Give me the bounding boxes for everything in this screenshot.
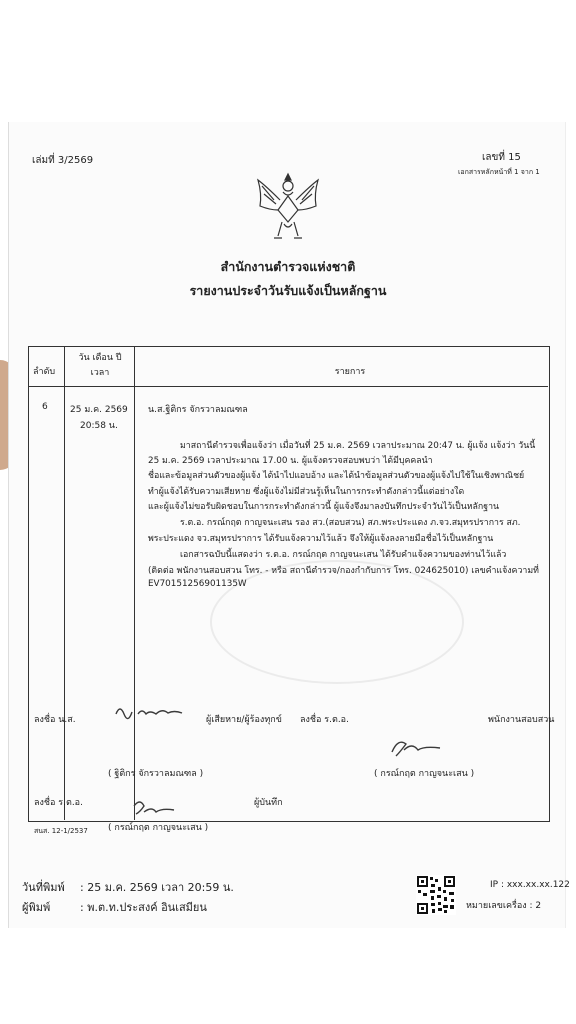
form-code: สนส. 12-1/2537: [34, 827, 88, 835]
garuda-emblem-icon: [252, 166, 324, 246]
role-investigator: พนักงานสอบสวน: [488, 715, 555, 725]
table-header-divider: [28, 386, 548, 387]
complainant-signature: [112, 700, 192, 722]
detail-line-6: ร.ต.อ. กรณ์กฤต กาญจนะเสน รอง สว.(สอบสวน) สภ.พระประแดง ภ.จว.สมุทรปราการ สภ.: [180, 518, 521, 528]
col-date-header: วัน เดือน ปี เวลา: [78, 353, 122, 378]
row-order: 6: [42, 402, 48, 412]
page-info: เอกสารหลักหน้าที่ 1 จาก 1: [458, 168, 540, 176]
detail-line-7: พระประแดง จว.สมุทรปราการ ได้รับแจ้งความไว้แล้ว จึงให้ผู้แจ้งลงลายมือชื่อไว้เป็นหลักฐาน: [148, 534, 494, 544]
document-number: เลขที่ 15: [482, 152, 521, 163]
machine-number: หมายเลขเครื่อง : 2: [466, 901, 542, 911]
recorder-signature: [130, 796, 180, 818]
print-date-label: วันที่พิมพ์: [22, 881, 65, 894]
ip-address: IP : xxx.xx.xx.122: [490, 880, 570, 890]
detail-line-4: ทำผู้แจ้งได้รับความเสียหาย ซึ่งผู้แจ้งไม่มีส่วนรู้เห็นในการกระทำดังกล่าวนี้แต่อย่างใด: [148, 487, 465, 497]
printer-label: ผู้พิมพ์: [22, 901, 51, 914]
col-order-header: ลำดับ: [33, 367, 56, 377]
sign-label-complainant: ลงชื่อ น.ส.: [34, 715, 76, 725]
table-divider-1: [64, 346, 65, 820]
recorder-name: ( กรณ์กฤต กาญจนะเสน ): [108, 823, 209, 833]
row-date: 25 ม.ค. 2569: [70, 405, 128, 415]
sign-label-investigator: ลงชื่อ ร.ต.อ.: [300, 715, 349, 725]
detail-line-9: (ติดต่อ พนักงานสอบสวน โทร. - หรือ สถานีตำรวจ/กองกำกับการ โทร. 024625010) เลขคำแจ้งความที่: [148, 566, 539, 576]
role-complainant: ผู้เสียหาย/ผู้ร้องทุกข์: [206, 715, 282, 725]
printer-value: : พ.ต.ท.ประสงค์ อินเสมียน: [80, 901, 207, 914]
complaint-number: EV70151256901135W: [148, 579, 247, 589]
detail-line-8: เอกสารฉบับนี้แสดงว่า ร.ต.อ. กรณ์กฤต กาญจนะเสน ได้รับคำแจ้งความของท่านไว้แล้ว: [180, 550, 507, 560]
detail-line-5: และผู้แจ้งไม่ขอรับผิดชอบในการกระทำดังกล่าวนี้ ผู้แจ้งจึงมาลงบันทึกประจำวันไว้เป็นหลักฐาน: [148, 502, 500, 512]
table-divider-2: [134, 346, 135, 820]
sign-label-recorder: ลงชื่อ ร.ต.อ.: [34, 798, 83, 808]
watermark-seal: [210, 560, 464, 684]
detail-line-3: ชื่อและข้อมูลส่วนตัวของผู้แจ้ง ได้นำไปแอบอ้าง และได้นำข้อมูลส่วนตัวของผู้แจ้งไปใช้ในเชิงพาณิชย์: [148, 471, 525, 481]
report-title: รายงานประจำวันรับแจ้งเป็นหลักฐาน: [189, 283, 387, 298]
investigator-signature: [388, 734, 444, 760]
row-time: 20:58 น.: [80, 421, 118, 431]
investigator-name: ( กรณ์กฤต กาญจนะเสน ): [374, 769, 475, 779]
qr-code-icon: [416, 875, 456, 915]
role-recorder: ผู้บันทึก: [254, 798, 283, 808]
col-details-header: รายการ: [334, 367, 366, 377]
detail-line-1: มาสถานีตำรวจเพื่อแจ้งว่า เมื่อวันที่ 25 ม.ค. 2569 เวลาประมาณ 20:47 น. ผู้แจ้ง แจ้งว่า วันนี้: [180, 441, 536, 451]
detail-line-2: 25 ม.ค. 2569 เวลาประมาณ 17.00 น. ผู้แจ้งตรวจสอบพบว่า ได้มีบุคคลนำ: [148, 456, 433, 466]
complainant-name: ( ฐิติกร จักรวาลมณฑล ): [108, 769, 204, 779]
print-date-value: : 25 ม.ค. 2569 เวลา 20:59 น.: [80, 881, 234, 894]
agency-title: สำนักงานตำรวจแห่งชาติ: [220, 259, 356, 274]
row-person: น.ส.ฐิติกร จักรวาลมณฑล: [148, 405, 248, 415]
book-number: เล่มที่ 3/2569: [32, 155, 94, 166]
